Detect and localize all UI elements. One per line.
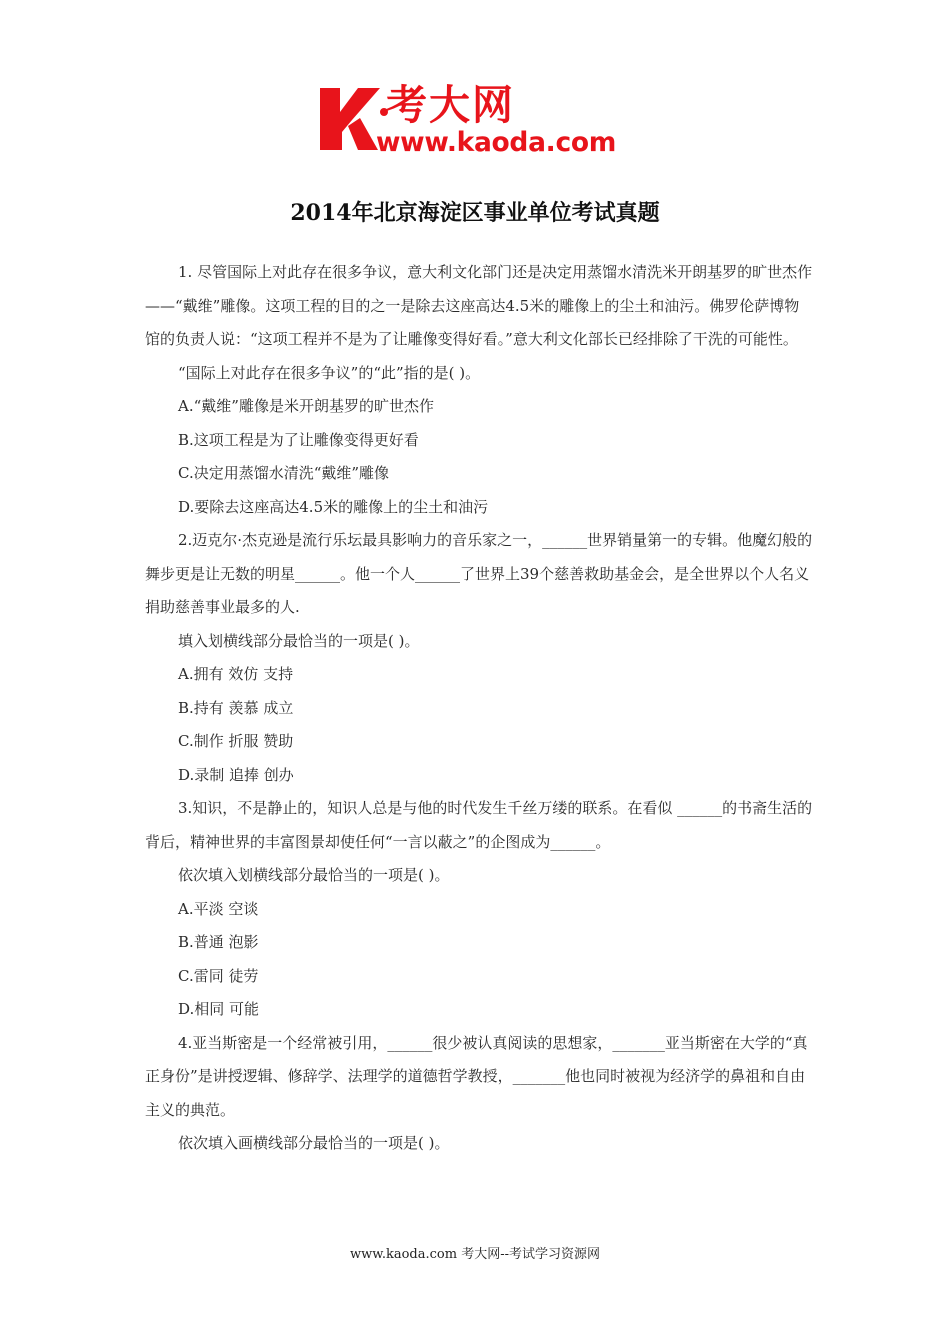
option-d: D.录制 追捧 创办 — [178, 765, 294, 784]
option-d: D.相同 可能 — [178, 1000, 260, 1018]
question-2 — [145, 524, 813, 792]
kaoda-logo — [318, 82, 648, 162]
question-text: 1. 尽管国际上对此存在很多争议，意大利文化部门还是决定用蒸馏水清洗米开朗基罗的旷世杰作——“戴维”雕像。这项工程的目的之一是除去这座高达4.5米的雕像上的尘土和油污。佛罗伦萨博物馆的负责人说：“这项工程并不是为了让雕像变得好看。”意大利文化部长已经排除了干洗的可能性。 — [145, 263, 813, 348]
question-prompt: 依次填入划横线部分最恰当的一项是( )。 — [178, 866, 450, 884]
question-list — [145, 256, 813, 1161]
question-prompt: “国际上对此存在很多争议”的“此”指的是( )。 — [178, 363, 481, 382]
option-c: C.雷同 徒劳 — [178, 966, 259, 985]
question-prompt: 依次填入画横线部分最恰当的一项是( )。 — [178, 1134, 450, 1152]
page-footer: www.kaoda.com 考大网--考试学习资源网 — [350, 1247, 600, 1262]
page-title: 2014年北京海淀区事业单位考试真题 — [290, 200, 660, 226]
option-d: D.要除去这座高达4.5米的雕像上的尘土和油污 — [178, 497, 489, 516]
option-c: C.决定用蒸馏水清洗“戴维”雕像 — [178, 464, 390, 482]
question-prompt: 填入划横线部分最恰当的一项是( )。 — [178, 631, 420, 650]
option-b: B.持有 羡慕 成立 — [178, 698, 294, 717]
question-1 — [145, 256, 813, 524]
logo-chinese-name: 考大网 — [386, 81, 515, 129]
option-b: B.普通 泡影 — [178, 933, 259, 951]
question-text: 3.知识，不是静止的，知识人总是与他的时代发生千丝万缕的联系。在看似 ______的书斋生活的背后，精神世界的丰富图景却使任何“一言以蔽之”的企图成为______。 — [145, 799, 813, 851]
question-3 — [145, 792, 813, 1027]
option-b: B.这项工程是为了让雕像变得更好看 — [178, 430, 419, 449]
option-a: A.“戴维”雕像是米开朗基罗的旷世杰作 — [178, 397, 434, 415]
question-text: 4.亚当斯密是一个经常被引用，______很少被认真阅读的思想家，_______亚当斯密在大学的“真正身份”是讲授逻辑、修辞学、法理学的道德哲学教授，_______他也同时被视为经济学的鼻祖和自由主义的典范。 — [145, 1033, 808, 1119]
question-4 — [145, 1027, 813, 1161]
option-c: C.制作 折服 赞助 — [178, 732, 294, 750]
option-a: A.拥有 效仿 支持 — [178, 665, 294, 683]
option-a: A.平淡 空谈 — [178, 899, 259, 918]
logo-url: www.kaoda.com — [376, 127, 617, 158]
question-text: 2.迈克尔·杰克逊是流行乐坛最具影响力的音乐家之一，______世界销量第一的专辑。他魔幻般的舞步更是让无数的明星______。他一个人______了世界上39个慈善救助基金会，是全世界以个人名义捐助慈善事业最多的人. — [145, 531, 813, 616]
